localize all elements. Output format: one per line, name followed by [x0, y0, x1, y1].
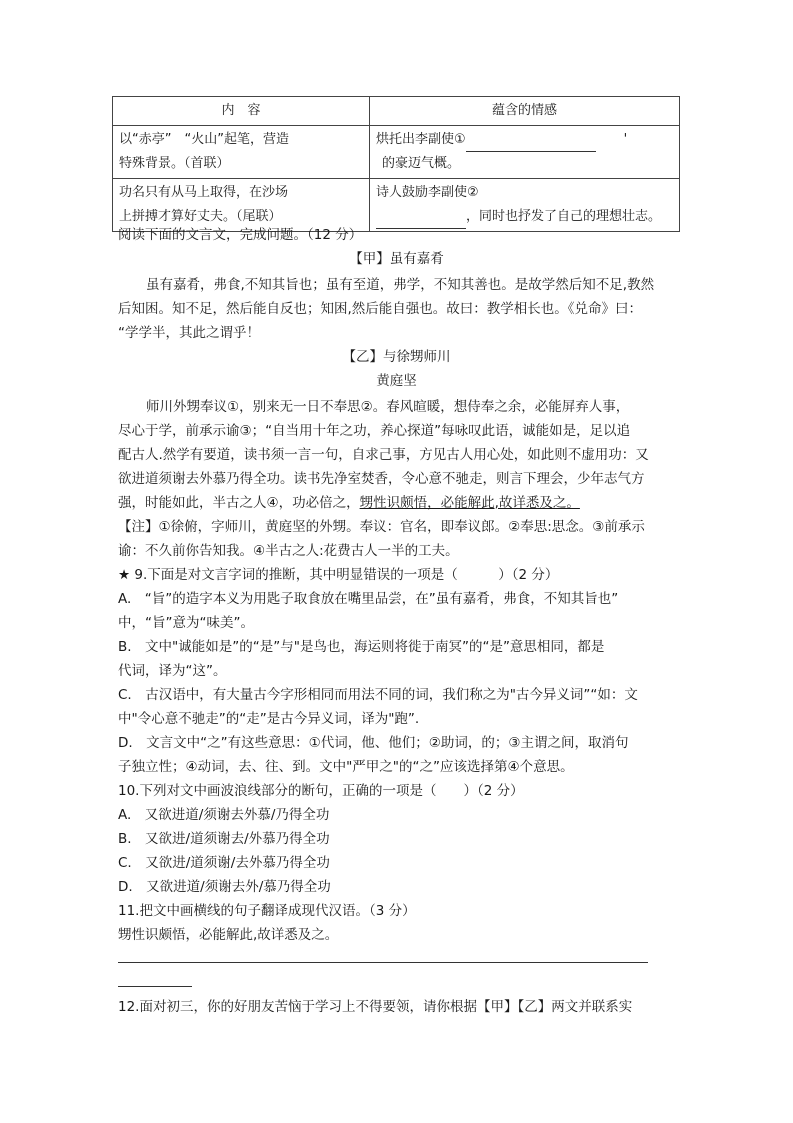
question-11-stem: 11.把文中画横线的句子翻译成现代汉语。（3 分） [118, 903, 416, 919]
question-9-option-c[interactable]: C. 古汉语中，有大量古今字形相同而用法不同的词，我们称之为"古今异义词”“如：文 [118, 687, 638, 703]
question-10-option-b[interactable]: B. 又欲进/道须谢去/外慕乃得全功 [118, 831, 330, 847]
table-cell-emotion: 诗人鼓励李副使② ，同时也抒发了自己的理想壮志。 [370, 179, 680, 232]
table-cell-content: 以“赤亭” “火山”起笔，营造 特殊背景。（首联） [113, 126, 370, 179]
answer-blank-1[interactable] [466, 135, 596, 152]
question-9-option-d[interactable]: D. 文言文中“之”有这些意思：①代词，他、他们；②助词，的；③主谓之间，取消句 [118, 735, 629, 751]
instruction: 阅读下面的文言文，完成问题。（12 分） [118, 227, 363, 243]
table-header-content: 内 容 [113, 97, 370, 126]
answer-line-short[interactable] [118, 986, 192, 987]
text-b-title: 【乙】与徐甥师川 [342, 349, 451, 365]
table-row [113, 126, 680, 179]
underlined-sentence: 甥性识颇悟，必能解此,故详悉及之。 [359, 495, 580, 511]
text-b-line: 欲进道须谢去外慕乃得全功。读书先净室焚香，令心意不驰走，则言下理会，少年志气方 [118, 471, 645, 487]
question-9-option-b[interactable]: B. 文中"诚能如是”的“是”与"是鸟也，海运则将徙于南冥”的“是”意思相同，都是 [118, 639, 605, 655]
question-10-option-a[interactable]: A. 又欲进道/须谢去外慕/乃得全功 [118, 807, 330, 823]
question-9-option-b-cont: 代词，译为“这”。 [118, 663, 227, 679]
text-b-author: 黄庭坚 [376, 373, 417, 389]
question-11-sentence: 甥性识颇悟，必能解此,故详悉及之。 [118, 927, 339, 943]
text-a-line: 后知困。知不足，然后能自反也；知困,然后能自强也。故曰：教学相长也。《兑命》曰： [118, 301, 643, 317]
question-9-option-a-cont: 中，“旨”意为“味美”。 [118, 615, 254, 631]
question-10-option-d[interactable]: D. 又欲进道/须谢去外/慕乃得全功 [118, 879, 331, 895]
question-9-option-a[interactable]: A. “旨”的造字本义为用匙子取食放在嘴里品尝，在”虽有嘉肴，弗食，不知其旨也” [118, 591, 619, 607]
question-10-stem: 10.下列对文中画波浪线部分的断句，正确的一项是（ ）（2 分） [118, 783, 524, 799]
question-9-option-c-cont: 中"令心意不驰走”的“走”是古今异义词，译为"跑”. [118, 711, 420, 727]
note-line: 【注】①徐俯，字师川，黄庭坚的外甥。奉议：官名，即奉议郎。②奉思:思念。③前承示 [118, 519, 645, 535]
question-9-option-d-cont: 子独立性；④动词，去、往、到。文中"严甲之"的“之”应该选择第④个意思。 [118, 759, 574, 775]
text-a-line: “学学半，其此之谓乎！ [118, 325, 260, 341]
text-b-line: 尽心于学，前承示谕③；“自当用十年之功，养心探道”每咏叹此语，诚能如是，足以追 [118, 423, 631, 439]
note-line: 谕：不久前你告知我。④半古之人:花费古人一半的工夫。 [118, 543, 459, 559]
question-12-stem: 12.面对初三，你的好朋友苦恼于学习上不得要领，请你根据【甲】【乙】两文并联系实 [118, 999, 633, 1015]
text-b-line: 强，时能如此，半古之人④，功必倍之，甥性识颇悟，必能解此,故详悉及之。 [118, 495, 580, 511]
table-cell-emotion: 烘托出李副使① ' 的豪迈气概。 [370, 126, 680, 179]
text-a-title: 【甲】虽有嘉肴 [349, 251, 444, 267]
question-10-option-c[interactable]: C. 又欲进/道须谢/去外慕乃得全功 [118, 855, 330, 871]
table-header-emotion: 蕴含的情感 [370, 97, 680, 126]
text-b-line: 配古人.然学有要道，读书须一言一句，自求己事，方见古人用心处，如此则不虚用功：又 [118, 447, 649, 463]
answer-blank-2[interactable] [376, 212, 466, 229]
text-a-line: 虽有嘉肴，弗食,不知其旨也；虽有至道，弗学，不知其善也。是故学然后知不足,教然 [146, 277, 655, 293]
table-header-row [113, 97, 680, 126]
text-b-line: 师川外甥奉议①，别来无一日不奉思②。春风暄暖，想侍奉之余，必能屏弃人事， [146, 399, 630, 415]
answer-line[interactable] [118, 962, 648, 963]
table-cell-content: 功名只有从马上取得，在沙场 上拼搏才算好丈夫。（尾联） [113, 179, 370, 232]
question-9-stem: ★ 9.下面是对文言字词的推断，其中明显错误的一项是（ ）（2 分） [118, 567, 559, 583]
poem-analysis-table [112, 96, 680, 232]
